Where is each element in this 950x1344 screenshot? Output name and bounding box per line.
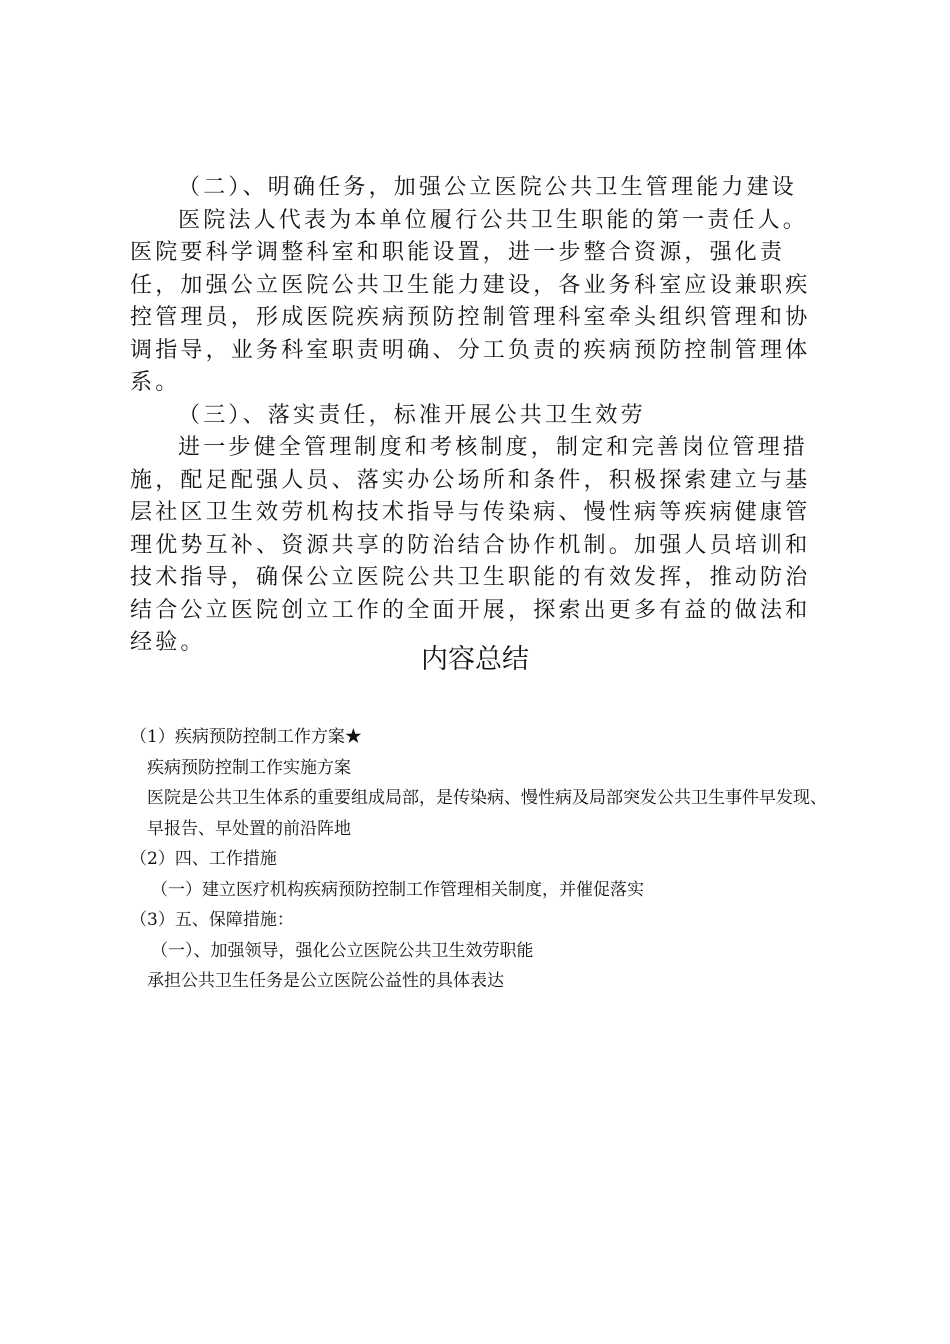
- summary-line: 承担公共卫生任务是公立医院公益性的具体表达: [147, 971, 504, 991]
- summary-line: （3）五、保障措施：: [130, 910, 294, 930]
- paragraph-management: 进一步健全管理制度和考核制度，制定和完善岗位管理措施，配足配强人员、落实办公场所和条件，积极探索建立与基层社区卫生效劳机构技术指导与传染病、慢性病等疾病健康管理优势互补、资源共享的防治结合协作机制。加强人员培训和技术指导，确保公立医院公共卫生职能的有效发挥，推动防治结合公立医院创立工作的全面开展，探索出更多有益的做法和经验。: [130, 435, 811, 655]
- summary-list: [130, 722, 840, 997]
- paragraph-responsibility: 医院法人代表为本单位履行公共卫生职能的第一责任人。医院要科学调整科室和职能设置，进一步整合资源，强化责任，加强公立医院公共卫生能力建设，各业务科室应设兼职疾控管理员，形成医院疾病预防控制管理科室牵头组织管理和协调指导，业务科室职责明确、分工负责的疾病预防控制管理体系。: [130, 207, 811, 395]
- section-heading-three: （三）、落实责任，标准开展公共卫生效劳: [178, 402, 646, 428]
- main-body-text: [130, 172, 830, 660]
- section-heading-two: （二）、明确任务，加强公立医院公共卫生管理能力建设: [178, 175, 798, 200]
- summary-line: （1）疾病预防控制工作方案★: [130, 727, 362, 747]
- summary-line: 医院是公共卫生体系的重要组成局部，是传染病、慢性病及局部突发公共卫生事件早发现、早报告、早处置的前沿阵地: [147, 788, 827, 839]
- summary-title: 内容总结: [421, 644, 529, 675]
- summary-line: （一）建立医疗机构疾病预防控制工作管理相关制度，并催促落实: [151, 879, 644, 900]
- summary-line: 疾病预防控制工作实施方案: [147, 757, 351, 778]
- summary-line: （一）、加强领导，强化公立医院公共卫生效劳职能: [151, 940, 534, 961]
- summary-line: （2）四、工作措施: [130, 849, 277, 869]
